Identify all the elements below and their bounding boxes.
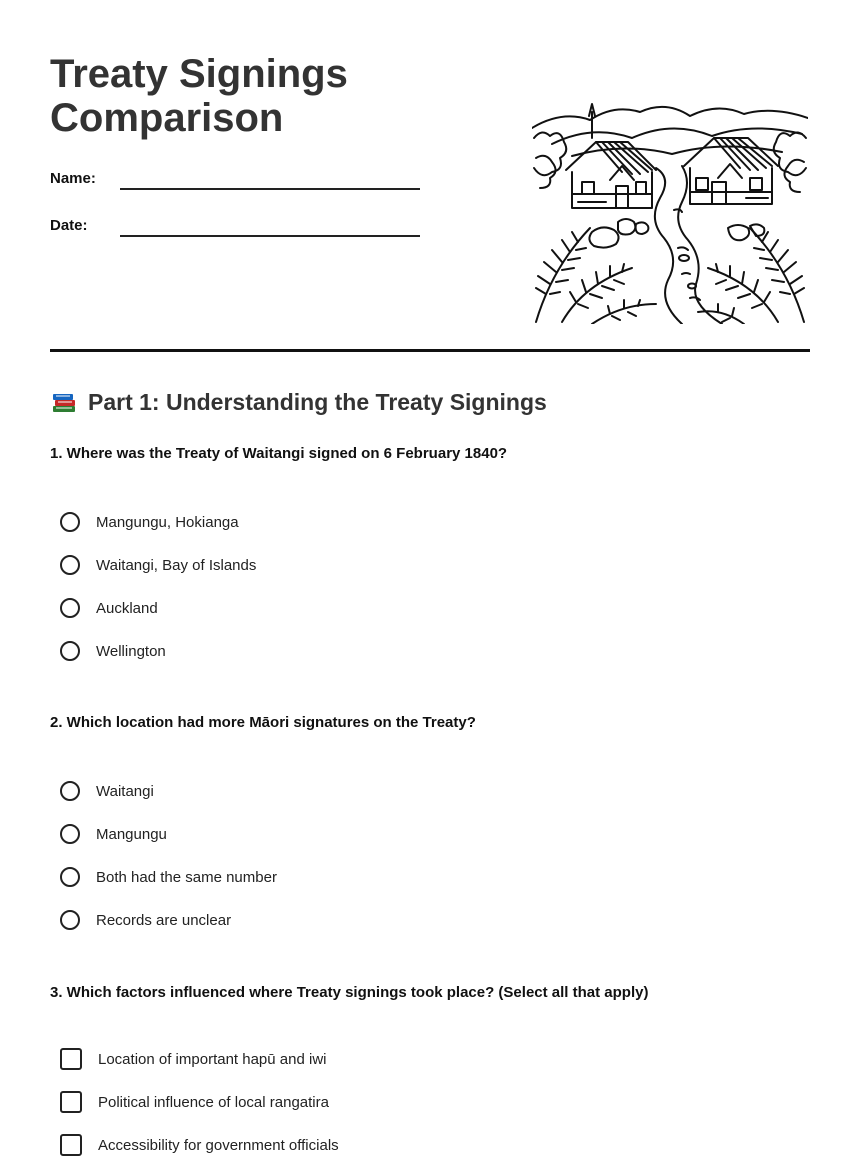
q3-option-2[interactable] <box>60 1089 329 1115</box>
header-divider <box>50 349 810 352</box>
question-1: 1. Where was the Treaty of Waitangi signed on 6 February 1840? <box>50 445 508 462</box>
checkbox[interactable] <box>60 1134 82 1156</box>
radio-button[interactable] <box>60 867 80 887</box>
q2-option-2[interactable] <box>60 821 167 847</box>
option-label: Political influence of local rangatira <box>98 1093 329 1111</box>
option-label: Mangungu, Hokianga <box>96 513 239 531</box>
question-2: 2. Which location had more Māori signatures on the Treaty? <box>50 714 476 731</box>
q3-option-3[interactable] <box>60 1132 339 1158</box>
q1-option-2[interactable] <box>60 552 256 578</box>
name-label: Name: <box>50 170 96 187</box>
q1-option-4[interactable] <box>60 638 166 664</box>
village-illustration <box>532 98 808 324</box>
option-label: Mangungu <box>96 825 167 843</box>
radio-button[interactable] <box>60 555 80 575</box>
title-line-1: Treaty Signings <box>50 52 348 96</box>
radio-button[interactable] <box>60 910 80 930</box>
radio-button[interactable] <box>60 824 80 844</box>
radio-button[interactable] <box>60 512 80 532</box>
option-label: Both had the same number <box>96 868 277 886</box>
date-field[interactable] <box>50 213 430 243</box>
q2-option-1[interactable] <box>60 778 154 804</box>
option-label: Accessibility for government officials <box>98 1136 339 1154</box>
option-label: Location of important hapū and iwi <box>98 1050 327 1068</box>
date-line[interactable] <box>120 235 420 237</box>
radio-button[interactable] <box>60 781 80 801</box>
question-3: 3. Which factors influenced where Treaty signings took place? (Select all that apply) <box>50 984 649 1001</box>
option-label: Records are unclear <box>96 911 232 929</box>
q2-option-3[interactable] <box>60 864 277 890</box>
option-label: Auckland <box>96 599 158 617</box>
q3-option-1[interactable] <box>60 1046 326 1072</box>
checkbox[interactable] <box>60 1091 82 1113</box>
name-field[interactable] <box>50 166 430 196</box>
radio-button[interactable] <box>60 598 80 618</box>
worksheet-title <box>50 52 490 140</box>
radio-button[interactable] <box>60 641 80 661</box>
option-label: Wellington <box>96 642 166 660</box>
title-line-2: Comparison <box>50 96 284 140</box>
books-icon <box>50 388 78 416</box>
option-label: Waitangi, Bay of Islands <box>96 556 257 574</box>
date-label: Date: <box>50 217 88 234</box>
section-title-text: Part 1: Understanding the Treaty Signings <box>88 388 547 415</box>
section-title <box>50 388 547 416</box>
name-line[interactable] <box>120 188 420 190</box>
q2-option-4[interactable] <box>60 907 231 933</box>
checkbox[interactable] <box>60 1048 82 1070</box>
option-label: Waitangi <box>96 782 154 800</box>
q1-option-1[interactable] <box>60 509 239 535</box>
q1-option-3[interactable] <box>60 595 158 621</box>
